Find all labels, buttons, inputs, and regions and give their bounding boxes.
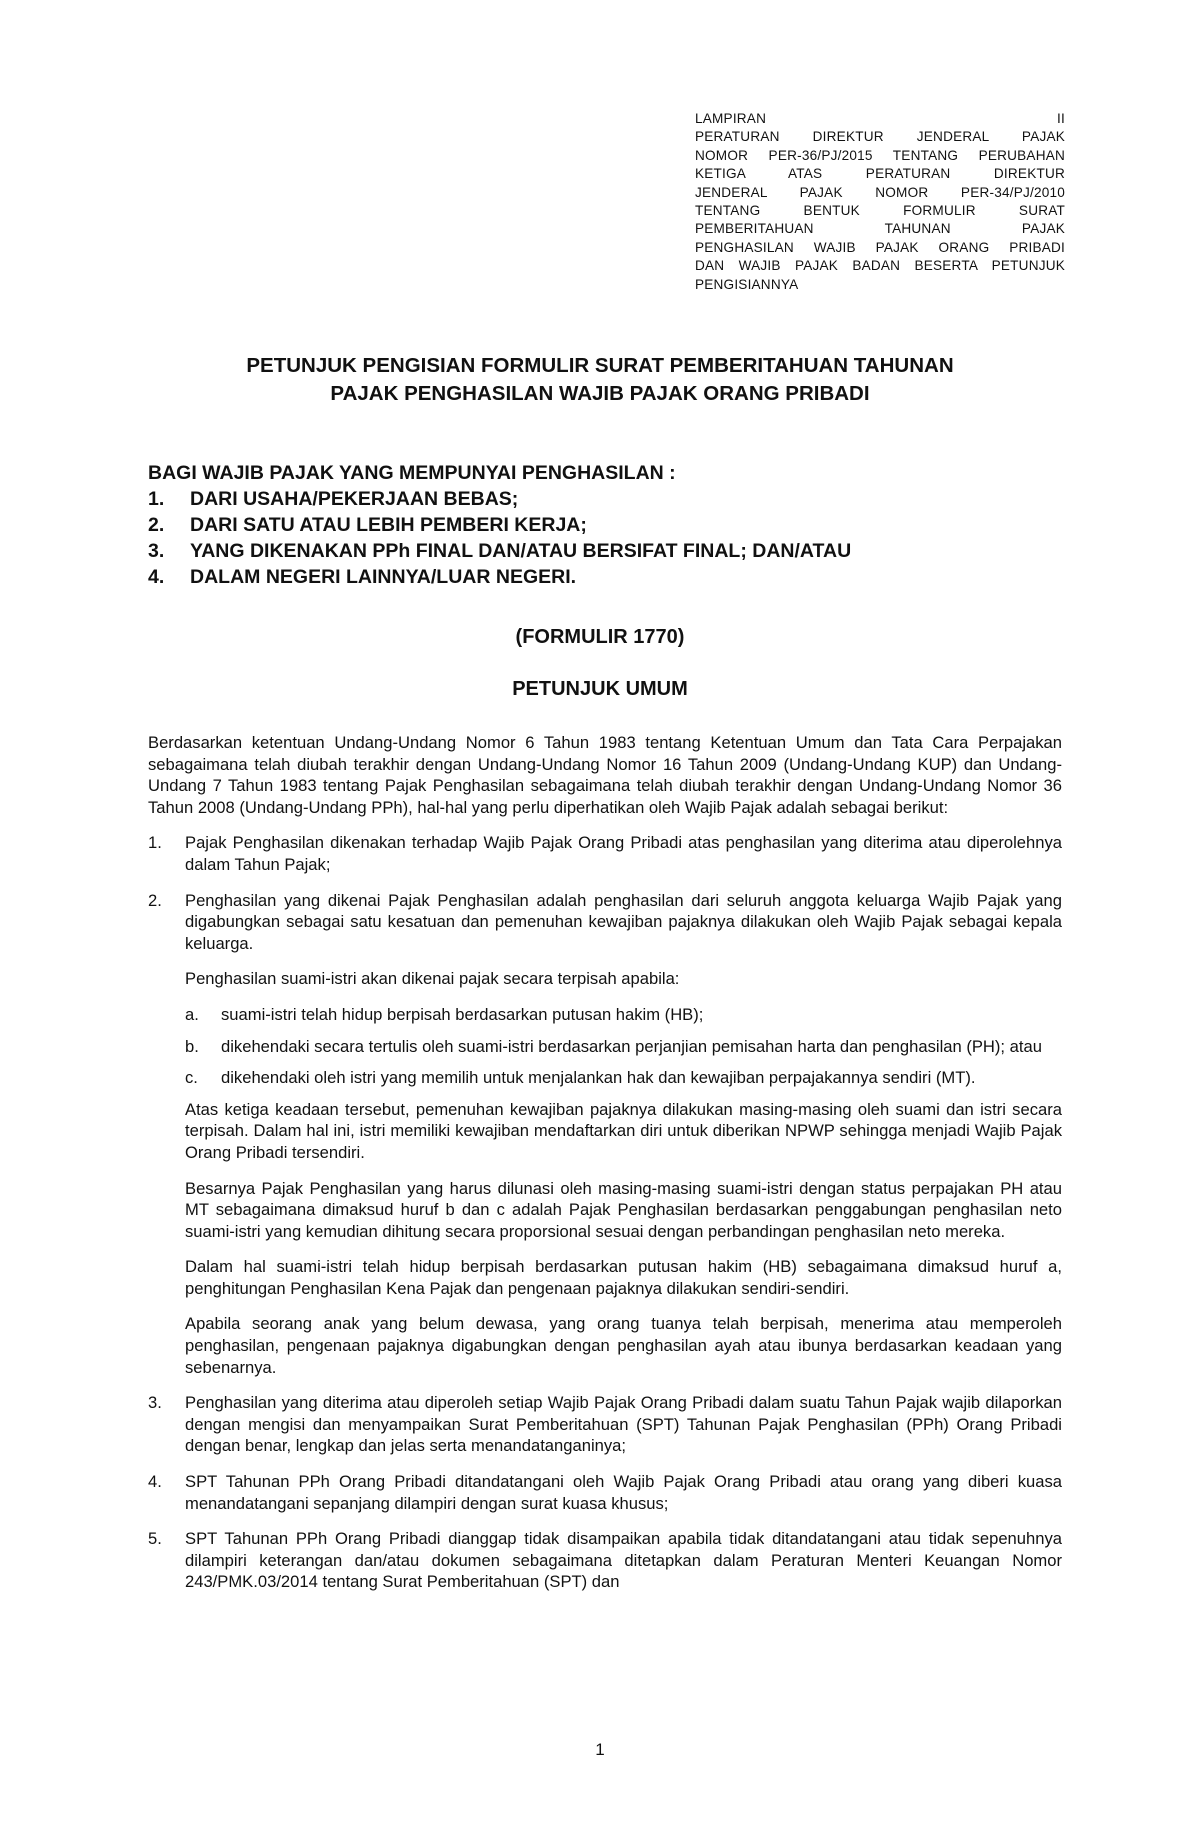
item-text: SPT Tahunan PPh Orang Pribadi dianggap tidak disampaikan apabila tidak ditandatangani atau tidak sepenuhnya dilampiri keterangan dan/atau dokumen sebagaimana ditetapkan dalam Peraturan Menteri Keuangan Nomor 243/PMK.03/2014 tentang Surat Pemberitahuan (SPT) dan bbox=[185, 1529, 1062, 1592]
category-item bbox=[148, 564, 1078, 590]
sub-list bbox=[185, 1004, 1062, 1089]
general-instructions-heading: PETUNJUK UMUM bbox=[512, 678, 688, 700]
item-number: 3. bbox=[148, 1393, 162, 1413]
sub-letter: a. bbox=[185, 1004, 199, 1024]
lampiran-line: LAMPIRAN II bbox=[695, 111, 1065, 126]
instruction-item bbox=[148, 1392, 1062, 1457]
lampiran-line: NOMOR PER-36/PJ/2015 TENTANG PERUBAHAN bbox=[695, 147, 1065, 163]
lampiran-line: PEMBERITAHUAN TAHUNAN PAJAK bbox=[695, 221, 1065, 237]
item-paragraph: Penghasilan yang dikenai Pajak Penghasilan adalah penghasilan dari seluruh anggota keluarga Wajib Pajak yang digabungkan sebagai satu kesatuan dan pemenuhan kewajiban pajaknya dilakukan oleh Wajib Pajak sebagai kepala keluarga. bbox=[185, 890, 1062, 953]
category-item bbox=[148, 538, 1078, 564]
item-paragraph: Penghasilan suami-istri akan dikenai pajak secara terpisah apabila: bbox=[185, 969, 680, 989]
lampiran-header bbox=[695, 110, 1065, 294]
lampiran-line: PENGHASILAN WAJIB PAJAK ORANG PRIBADI bbox=[695, 239, 1065, 255]
item-number: 4. bbox=[148, 1472, 162, 1492]
item-paragraph: Besarnya Pajak Penghasilan yang harus dilunasi oleh masing-masing suami-istri dengan status perpajakan PH atau MT sebagaimana dimaksud huruf b dan c adalah Pajak Penghasilan berdasarkan penggabungan penghasilan neto suami-istri yang kemudian dihitung secara proporsional sesuai dengan perbandingan penghasilan neto mereka. bbox=[185, 1178, 1062, 1241]
category-number: 2. bbox=[148, 514, 165, 536]
sub-item bbox=[185, 1067, 1062, 1089]
category-item bbox=[148, 486, 1078, 512]
item-text: SPT Tahunan PPh Orang Pribadi ditandatangani oleh Wajib Pajak Orang Pribadi atau orang yang diberi kuasa menandatangani sepanjang dilampiri dengan surat kuasa khusus; bbox=[185, 1472, 1062, 1513]
category-item bbox=[148, 512, 1078, 538]
lampiran-line: KETIGA ATAS PERATURAN DIREKTUR bbox=[695, 166, 1065, 182]
instruction-item bbox=[148, 1471, 1062, 1514]
item-number: 5. bbox=[148, 1529, 162, 1549]
sub-text: dikehendaki oleh istri yang memilih untuk menjalankan hak dan kewajiban perpajakannya sendiri (MT). bbox=[221, 1068, 976, 1088]
category-text: DALAM NEGERI LAINNYA/LUAR NEGERI. bbox=[190, 566, 577, 588]
item-number: 2. bbox=[148, 890, 162, 910]
item-paragraph: Apabila seorang anak yang belum dewasa, yang orang tuanya telah berpisah, menerima atau memperoleh penghasilan, pengenaan pajaknya digabungkan dengan penghasilan ayah atau ibunya berdasarkan keadaan yang sebenarnya. bbox=[185, 1314, 1062, 1377]
page-number: 1 bbox=[595, 1740, 605, 1759]
instructions-body bbox=[148, 732, 1062, 1607]
category-text: YANG DIKENAKAN PPh FINAL DAN/ATAU BERSIFAT FINAL; DAN/ATAU bbox=[190, 540, 852, 562]
lampiran-line: PENGISIANNYA bbox=[695, 276, 799, 292]
sub-letter: c. bbox=[185, 1068, 198, 1088]
lampiran-line: DAN WAJIB PAJAK BADAN BESERTA PETUNJUK bbox=[695, 258, 1065, 274]
instruction-item bbox=[148, 890, 1062, 1379]
title-line-1: PETUNJUK PENGISIAN FORMULIR SURAT PEMBERITAHUAN TAHUNAN bbox=[246, 354, 954, 377]
sub-letter: b. bbox=[185, 1036, 199, 1056]
sub-text: suami-istri telah hidup berpisah berdasarkan putusan hakim (HB); bbox=[221, 1004, 704, 1024]
category-text: DARI SATU ATAU LEBIH PEMBERI KERJA; bbox=[190, 514, 587, 536]
title-line-2: PAJAK PENGHASILAN WAJIB PAJAK ORANG PRIBADI bbox=[330, 382, 870, 405]
instruction-item bbox=[148, 1528, 1062, 1593]
item-text: Penghasilan yang diterima atau diperoleh setiap Wajib Pajak Orang Pribadi dalam suatu Tahun Pajak wajib dilaporkan dengan mengisi dan menyampaikan Surat Pemberitahuan (SPT) Tahunan Pajak Penghasilan (PPh) Orang Pribadi dengan benar, lengkap dan jelas serta menandatanganinya; bbox=[185, 1393, 1062, 1456]
category-number: 1. bbox=[148, 488, 165, 510]
category-heading: BAGI WAJIB PAJAK YANG MEMPUNYAI PENGHASILAN : bbox=[148, 462, 676, 484]
instruction-item bbox=[148, 832, 1062, 875]
category-text: DARI USAHA/PEKERJAAN BEBAS; bbox=[190, 488, 519, 510]
category-number: 3. bbox=[148, 540, 165, 562]
lampiran-line: JENDERAL PAJAK NOMOR PER-34/PJ/2010 bbox=[695, 184, 1065, 200]
sub-item bbox=[185, 1036, 1062, 1058]
lampiran-line: PERATURAN DIREKTUR JENDERAL PAJAK bbox=[695, 129, 1065, 145]
category-number: 4. bbox=[148, 566, 165, 588]
intro-paragraph: Berdasarkan ketentuan Undang-Undang Nomor 6 Tahun 1983 tentang Ketentuan Umum dan Tata Cara Perpajakan sebagaimana telah diubah terakhir dengan Undang-Undang Nomor 16 Tahun 2009 (Undang-Undang KUP) dan Undang-Undang 7 Tahun 1983 tentang Pajak Penghasilan sebagaimana telah diubah terakhir dengan Undang-Undang Nomor 36 Tahun 2008 (Undang-Undang PPh), hal-hal yang perlu diperhatikan oleh Wajib Pajak adalah sebagai berikut: bbox=[148, 733, 1062, 817]
item-paragraph: Dalam hal suami-istri telah hidup berpisah berdasarkan putusan hakim (HB) sebagaimana dimaksud huruf a, penghitungan Penghasilan Kena Pajak dan pengenaan pajaknya dilakukan sendiri-sendiri. bbox=[185, 1257, 1062, 1298]
sub-item bbox=[185, 1004, 1062, 1026]
item-paragraph: Atas ketiga keadaan tersebut, pemenuhan kewajiban pajaknya dilakukan masing-masing oleh suami dan istri secara terpisah. Dalam hal ini, istri memiliki kewajiban mendaftarkan diri untuk diberikan NPWP sehingga menjadi Wajib Pajak Orang Pribadi tersendiri. bbox=[185, 1099, 1062, 1162]
document-title bbox=[120, 352, 1080, 408]
taxpayer-category-list bbox=[148, 460, 1078, 590]
form-code-heading: (FORMULIR 1770) bbox=[515, 626, 685, 648]
item-number: 1. bbox=[148, 833, 162, 853]
lampiran-line: TENTANG BENTUK FORMULIR SURAT bbox=[695, 203, 1065, 219]
sub-text: dikehendaki secara tertulis oleh suami-istri berdasarkan perjanjian pemisahan harta dan penghasilan (PH); atau bbox=[221, 1036, 1042, 1056]
item-text: Pajak Penghasilan dikenakan terhadap Wajib Pajak Orang Pribadi atas penghasilan yang diterima atau diperolehnya dalam Tahun Pajak; bbox=[185, 833, 1062, 874]
